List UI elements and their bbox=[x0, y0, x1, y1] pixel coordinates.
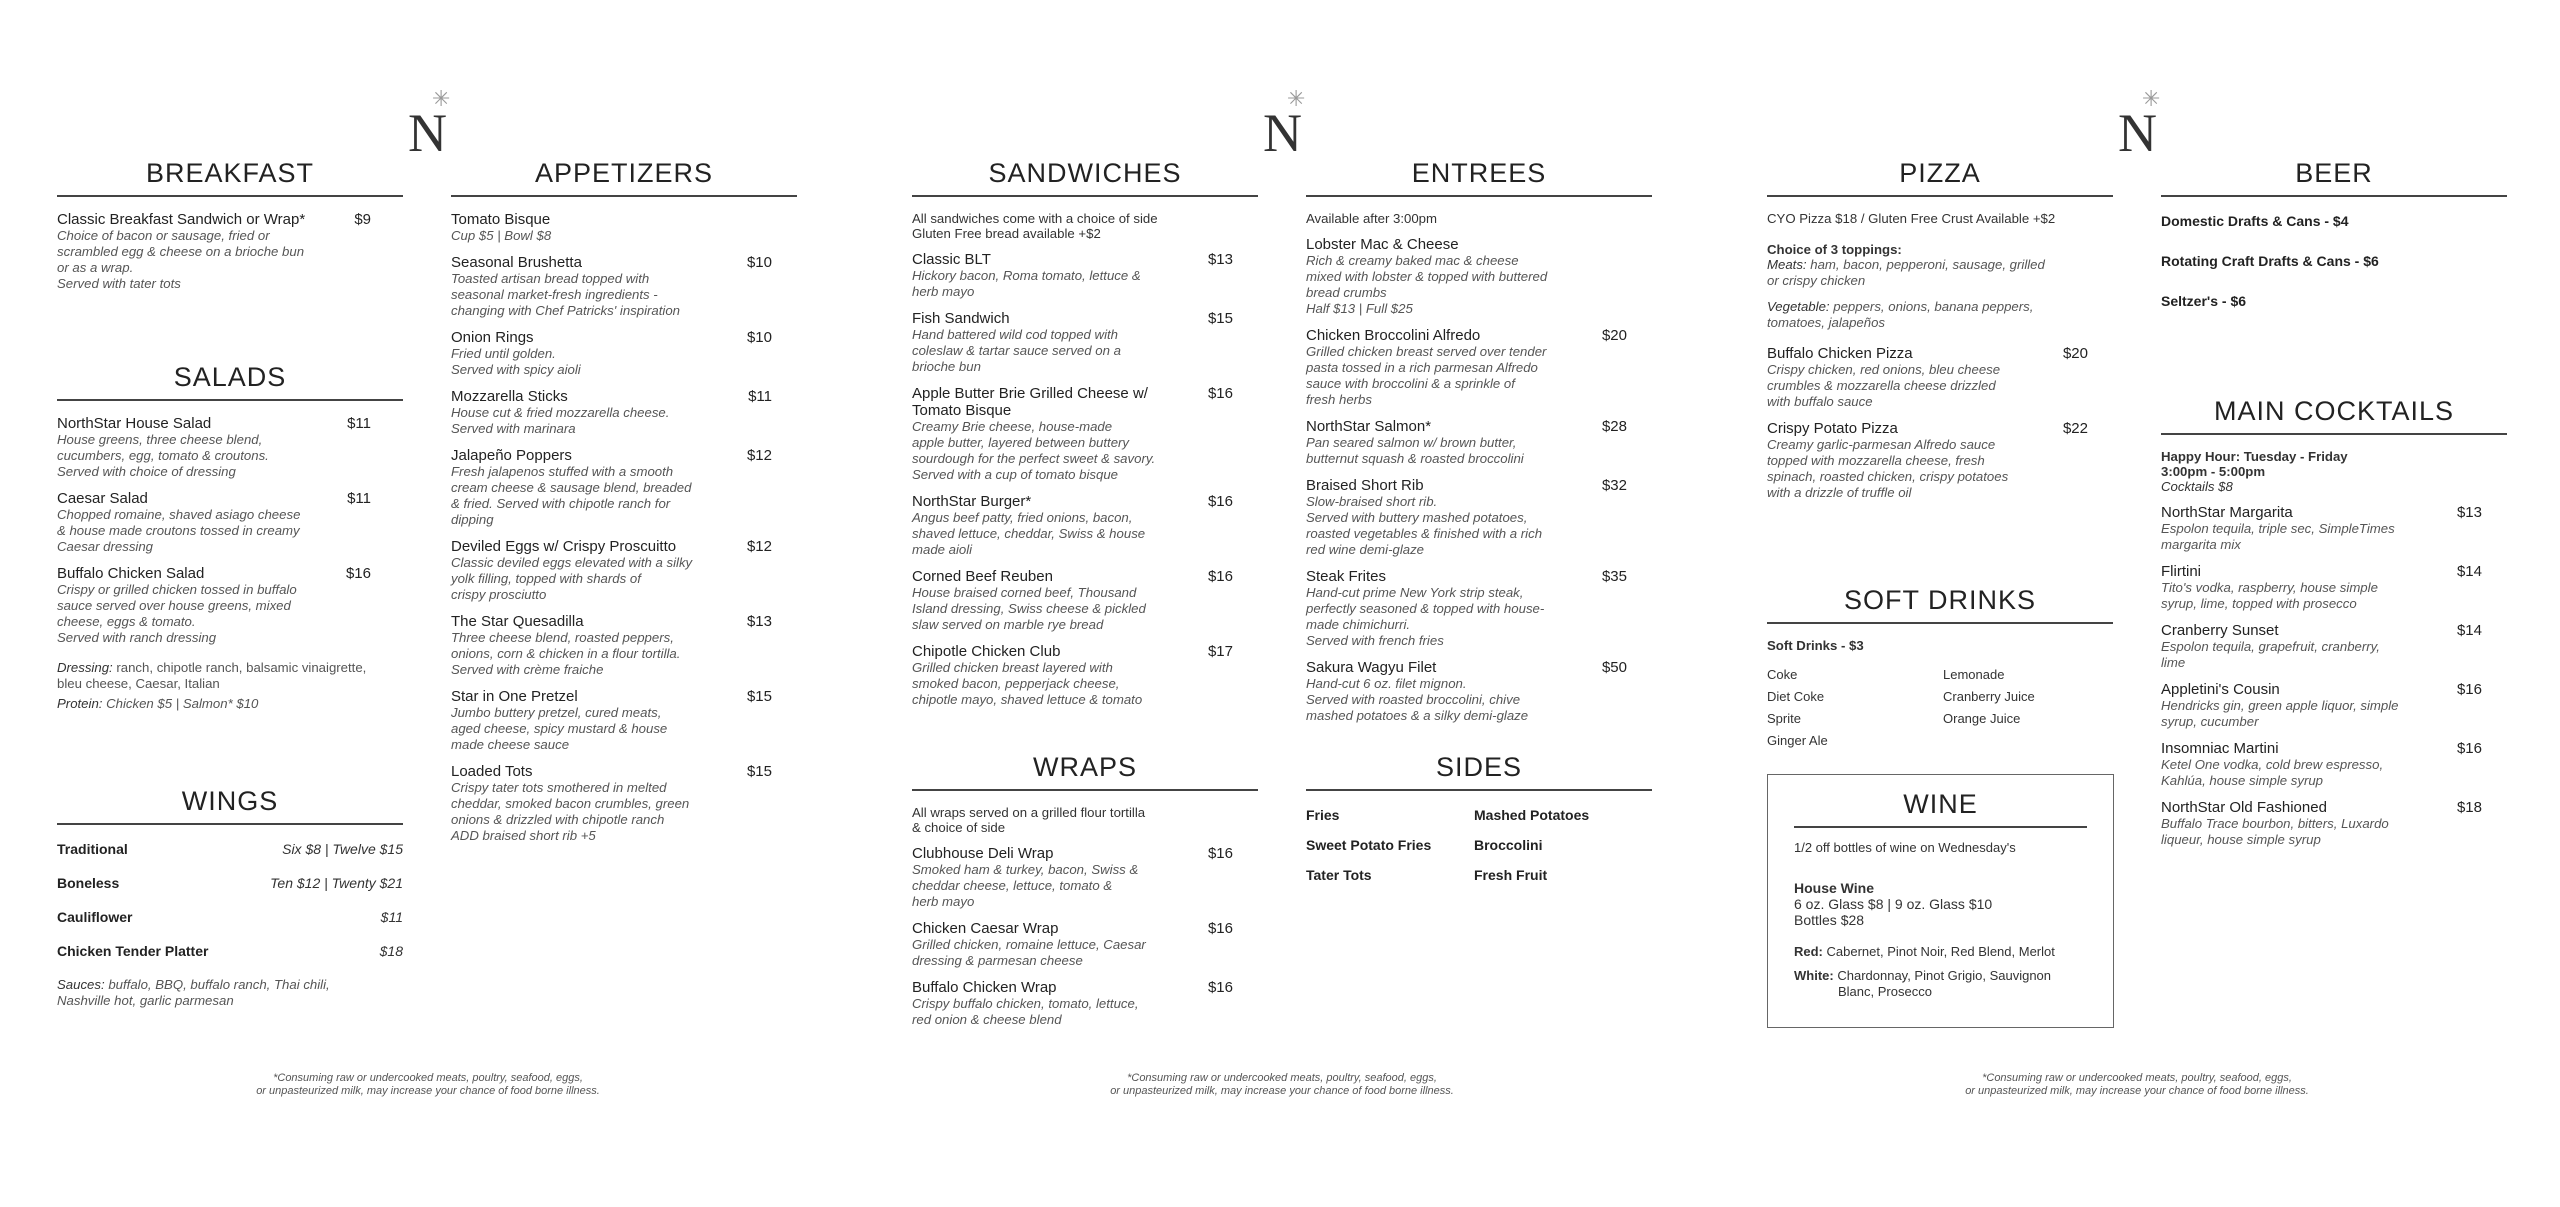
cocktails-section: MAIN COCKTAILS Happy Hour: Tuesday - Friday 3:00pm - 5:00pm Cocktails $8 NorthStar Margarita $13 Espolon tequila, triple sec, SimpleTimes margarita mix Flirtini $14 Tito's vodka, raspberry, house simple syrup, lime, topped with prosecco Cranberry Sunset $14 Espolon tequila, grapefruit, cranberry, lime Appletini's Cousin $16 Hendricks gin, green apple liquor, simple syrup, cucumber Insomniac Martini $16 Ketel One vodka, cold brew espresso, Kahlúa, house simple syrup NorthStar Old Fashioned $18 Buffalo Trace bourbon, bitters, Luxardo liqueur, house simple syrup bbox=[2161, 396, 2507, 848]
appetizers-section bbox=[451, 158, 797, 844]
cocktails-title: MAIN COCKTAILS bbox=[2161, 396, 2507, 435]
breakfast-title: BREAKFAST bbox=[57, 158, 403, 197]
menu-item: The Star Quesadilla $13 Three cheese blend, roasted peppers, onions, corn & chicken in a flour tortilla. Served with crème fraiche bbox=[451, 613, 772, 677]
salads-title: SALADS bbox=[57, 362, 403, 401]
drink-item: Ginger Ale bbox=[1767, 733, 1828, 748]
footer-note: *Consuming raw or undercooked meats, poultry, seafood, eggs, or unpasteurized milk, may increase your chance of food borne illness. bbox=[256, 1072, 600, 1097]
sandwiches-title: SANDWICHES bbox=[912, 158, 1258, 197]
drink-item: Coke bbox=[1767, 667, 1798, 682]
protein-note: Protein: Chicken $5 | Salmon* $10 bbox=[57, 696, 259, 711]
entrees-title: ENTREES bbox=[1306, 158, 1652, 197]
northstar-logo: ✳ N bbox=[2118, 86, 2161, 163]
menu-item: Loaded Tots $15 Crispy tater tots smothered in melted cheddar, smoked bacon crumbles, green onions & drizzled with chipotle ranch ADD braised short rib +5 bbox=[451, 763, 772, 843]
menu-item: Steak Frites $35 Hand-cut prime New York strip steak, perfectly seasoned & topped with house- made chimichurri. Served with french fries bbox=[1306, 568, 1627, 648]
star-icon: ✳ bbox=[2142, 86, 2161, 111]
red-wine-line: Red: Cabernet, Pinot Noir, Red Blend, Merlot bbox=[1794, 944, 2055, 959]
wing-row: Chicken Tender Platter $18 bbox=[57, 943, 403, 959]
menu-item: Classic Breakfast Sandwich or Wrap* $9 Choice of bacon or sausage, fried or scrambled egg & cheese on a brioche bun or as a wrap. Served with tater tots bbox=[57, 211, 371, 291]
drink-item: Lemonade bbox=[1943, 667, 2005, 682]
side-item: Broccolini bbox=[1474, 837, 1543, 853]
menu-item: NorthStar Old Fashioned $18 Buffalo Trace bourbon, bitters, Luxardo liqueur, house simple syrup bbox=[2161, 799, 2482, 847]
wing-row: Boneless Ten $12 | Twenty $21 bbox=[57, 875, 403, 891]
menu-item: NorthStar House Salad $11 House greens, three cheese blend, cucumbers, egg, tomato & croutons. Served with choice of dressing bbox=[57, 415, 371, 479]
menu-item: Sakura Wagyu Filet $50 Hand-cut 6 oz. filet mignon. Served with roasted broccolini, chive mashed potatoes & a silky demi-glaze bbox=[1306, 659, 1627, 723]
menu-item: Buffalo Chicken Pizza $20 Crispy chicken, red onions, bleu cheese crumbles & mozzarella cheese drizzled with buffalo sauce bbox=[1767, 345, 2088, 409]
menu-item: NorthStar Margarita $13 Espolon tequila, triple sec, SimpleTimes margarita mix bbox=[2161, 504, 2482, 552]
soft-drinks-title: SOFT DRINKS bbox=[1767, 585, 2113, 624]
menu-item: Cranberry Sunset $14 Espolon tequila, grapefruit, cranberry, lime bbox=[2161, 622, 2482, 670]
menu-item: Lobster Mac & Cheese Rich & creamy baked mac & cheese mixed with lobster & topped with buttered bread crumbs Half $13 | Full $25 bbox=[1306, 236, 1548, 316]
beer-title: BEER bbox=[2161, 158, 2507, 197]
pizza-section: PIZZA CYO Pizza $18 / Gluten Free Crust Available +$2 Choice of 3 toppings: Meats: ham, bacon, pepperoni, sausage, grilled or crispy chicken Vegetable: peppers, onions, banana peppers, tomatoes, jalapeños Buffalo Chicken Pizza $20 Crispy chicken, red onions, bleu cheese crumbles & mozzarella cheese drizzled with buffalo sauce Crispy Potato Pizza $22 Creamy garlic-parmesan Alfredo sauce topped with mozzarella cheese, fresh spinach, roasted chicken, crispy potatoes with a drizzle of truffle oil bbox=[1767, 158, 2113, 501]
dressing-note: Dressing: ranch, chipotle ranch, balsamic vinaigrette, bbox=[57, 660, 367, 675]
beer-item: Seltzer's - $6 bbox=[2161, 293, 2247, 309]
menu-item: NorthStar Salmon* $28 Pan seared salmon w/ brown butter, butternut squash & roasted broccolini bbox=[1306, 418, 1627, 466]
menu-item: Deviled Eggs w/ Crispy Proscuitto $12 Classic deviled eggs elevated with a silky yolk filling, topped with shards of crispy prosciutto bbox=[451, 538, 772, 602]
menu-item: Onion Rings $10 Fried until golden. Served with spicy aioli bbox=[451, 329, 772, 377]
side-item: Tater Tots bbox=[1306, 867, 1372, 883]
sides-title: SIDES bbox=[1306, 752, 1652, 791]
menu-item: Fish Sandwich $15 Hand battered wild cod topped with coleslaw & tartar sauce served on a brioche bun bbox=[912, 310, 1233, 374]
menu-item: Star in One Pretzel $15 Jumbo buttery pretzel, cured meats, aged cheese, spicy mustard & house made cheese sauce bbox=[451, 688, 772, 752]
star-icon: ✳ bbox=[432, 86, 451, 111]
menu-item: Braised Short Rib $32 Slow-braised short rib. Served with buttery mashed potatoes, roasted vegetables & finished with a rich red wine demi-glaze bbox=[1306, 477, 1627, 557]
menu-item: Chicken Caesar Wrap $16 Grilled chicken, romaine lettuce, Caesar dressing & parmesan cheese bbox=[912, 920, 1233, 968]
drink-item: Sprite bbox=[1767, 711, 1801, 726]
menu-item: Insomniac Martini $16 Ketel One vodka, cold brew espresso, Kahlúa, house simple syrup bbox=[2161, 740, 2482, 788]
appetizers-title: APPETIZERS bbox=[451, 158, 797, 197]
entrees-section: ENTREES Available after 3:00pm Lobster Mac & Cheese Rich & creamy baked mac & cheese mixed with lobster & topped with buttered bread crumbs Half $13 | Full $25 Chicken Broccolini Alfredo $20 Grilled chicken breast served over tender pasta tossed in a rich parmesan Alfredo sauce with broccolini & a sprinkle of fresh herbs NorthStar Salmon* $28 Pan seared salmon w/ brown butter, butternut squash & roasted broccolini Braised Short Rib $32 Slow-braised short rib. Served with buttery mashed potatoes, roasted vegetables & finished with a rich red wine demi-glaze Steak Frites $35 Hand-cut prime New York strip steak, perfectly seasoned & topped with house- made chimichurri. Served with french fries Sakura Wagyu Filet $50 Hand-cut 6 oz. filet mignon. Served with roasted broccolini, chive mashed potatoes & a silky demi-glaze bbox=[1306, 158, 1652, 724]
sandwiches-section: SANDWICHES All sandwiches come with a choice of side Gluten Free bread available +$2 Classic BLT $13 Hickory bacon, Roma tomato, lettuce & herb mayo Fish Sandwich $15 Hand battered wild cod topped with coleslaw & tartar sauce served on a brioche bun Apple Butter Brie Grilled Cheese w/ Tomato Bisque $16 Creamy Brie cheese, house-made apple butter, layered between buttery sourdough for the perfect sweet & savory. Served with a cup of tomato bisque NorthStar Burger* $16 Angus beef patty, fried onions, bacon, shaved lettuce, cheddar, Swiss & house made aioli Corned Beef Reuben $16 House braised corned beef, Thousand Island dressing, Swiss cheese & pickled slaw served on marble rye bread Chipotle Chicken Club $17 Grilled chicken breast layered with smoked bacon, pepperjack cheese, chipotle mayo, shaved lettuce & tomato bbox=[912, 158, 1258, 708]
menu-item: Apple Butter Brie Grilled Cheese w/ Tomato Bisque $16 Creamy Brie cheese, house-made apple butter, layered between buttery sourdough for the perfect sweet & savory. Served with a cup of tomato bisque bbox=[912, 385, 1233, 482]
side-item: Fries bbox=[1306, 807, 1340, 823]
menu-item: Caesar Salad $11 Chopped romaine, shaved asiago cheese & house made croutons tossed in creamy Caesar dressing bbox=[57, 490, 371, 554]
white-wine-line: White: Chardonnay, Pinot Grigio, Sauvignon bbox=[1794, 968, 2052, 983]
footer-note: *Consuming raw or undercooked meats, poultry, seafood, eggs, or unpasteurized milk, may increase your chance of food borne illness. bbox=[1965, 1072, 2309, 1097]
menu-item: Mozzarella Sticks $11 House cut & fried mozzarella cheese. Served with marinara bbox=[451, 388, 772, 436]
meats-note: Meats: ham, bacon, pepperoni, sausage, grilled bbox=[1767, 257, 2045, 272]
beer-section bbox=[2161, 158, 2507, 309]
drink-item: Diet Coke bbox=[1767, 689, 1825, 704]
beer-item: Rotating Craft Drafts & Cans - $6 bbox=[2161, 253, 2379, 269]
menu-item: Chicken Broccolini Alfredo $20 Grilled chicken breast served over tender pasta tossed in a rich parmesan Alfredo sauce with broccolini & a sprinkle of fresh herbs bbox=[1306, 327, 1627, 407]
salads-section: SALADS NorthStar House Salad $11 House greens, three cheese blend, cucumbers, egg, tomato & croutons. Served with choice of dressing Caesar Salad $11 Chopped romaine, shaved asiago cheese & house made croutons tossed in creamy Caesar dressing Buffalo Chicken Salad $16 Crispy or grilled chicken tossed in buffalo sauce served over house greens, mixed cheese, eggs & tomato. Served with ranch dressing Dressing: ranch, chipotle ranch, balsamic vinaigrette, bleu cheese, Caesar, Italian Protein: Chicken $5 | Salmon* $10 bbox=[57, 362, 403, 712]
menu-item: Classic BLT $13 Hickory bacon, Roma tomato, lettuce & herb mayo bbox=[912, 251, 1233, 299]
menu-item: Flirtini $14 Tito's vodka, raspberry, house simple syrup, lime, topped with prosecco bbox=[2161, 563, 2482, 611]
menu-item: Clubhouse Deli Wrap $16 Smoked ham & turkey, bacon, Swiss & cheddar cheese, lettuce, tomato & herb mayo bbox=[912, 845, 1233, 909]
star-icon: ✳ bbox=[1287, 86, 1306, 111]
menu-item: Buffalo Chicken Salad $16 Crispy or grilled chicken tossed in buffalo sauce served over house greens, mixed cheese, eggs & tomato. Served with ranch dressing bbox=[57, 565, 371, 645]
wraps-section: WRAPS All wraps served on a grilled flour tortilla & choice of side Clubhouse Deli Wrap $16 Smoked ham & turkey, bacon, Swiss & cheddar cheese, lettuce, tomato & herb mayo Chicken Caesar Wrap $16 Grilled chicken, romaine lettuce, Caesar dressing & parmesan cheese Buffalo Chicken Wrap $16 Crispy buffalo chicken, tomato, lettuce, red onion & cheese blend bbox=[912, 752, 1258, 1028]
menu-item: Tomato Bisque Cup $5 | Bowl $8 bbox=[451, 211, 552, 243]
drink-item: Orange Juice bbox=[1943, 711, 2021, 726]
menu-item: Seasonal Brushetta $10 Toasted artisan bread topped with seasonal market-fresh ingredients - changing with Chef Patricks' inspiration bbox=[451, 254, 772, 318]
breakfast-section bbox=[57, 158, 403, 292]
northstar-logo: ✳ N bbox=[1263, 86, 1306, 163]
side-item: Mashed Potatoes bbox=[1474, 807, 1590, 823]
menu-item: Jalapeño Poppers $12 Fresh jalapenos stuffed with a smooth cream cheese & sausage blend, breaded & fried. Served with chipotle ranch for dipping bbox=[451, 447, 772, 527]
drink-item: Cranberry Juice bbox=[1943, 689, 2035, 704]
menu-item: Chipotle Chicken Club $17 Grilled chicken breast layered with smoked bacon, pepperjack cheese, chipotle mayo, shaved lettuce & tomato bbox=[912, 643, 1233, 707]
menu-item: Buffalo Chicken Wrap $16 Crispy buffalo chicken, tomato, lettuce, red onion & cheese blend bbox=[912, 979, 1233, 1027]
side-item: Fresh Fruit bbox=[1474, 867, 1548, 883]
beer-item: Domestic Drafts & Cans - $4 bbox=[2161, 213, 2349, 229]
menu-item: Crispy Potato Pizza $22 Creamy garlic-parmesan Alfredo sauce topped with mozzarella cheese, fresh spinach, roasted chicken, crispy potatoes with a drizzle of truffle oil bbox=[1767, 420, 2088, 500]
soft-drinks-section: SOFT DRINKS Soft Drinks - $3 Coke Lemonade Diet Coke Cranberry Juice Sprite Orange Juice Ginger Ale bbox=[1767, 585, 2113, 748]
footer-note: *Consuming raw or undercooked meats, poultry, seafood, eggs, or unpasteurized milk, may increase your chance of food borne illness. bbox=[1110, 1072, 1454, 1097]
wraps-title: WRAPS bbox=[912, 752, 1258, 791]
vegetable-note: Vegetable: peppers, onions, banana peppers, bbox=[1767, 299, 2034, 314]
side-item: Sweet Potato Fries bbox=[1306, 837, 1432, 853]
wine-box: WINE 1/2 off bottles of wine on Wednesday's House Wine 6 oz. Glass $8 | 9 oz. Glass $10 Bottles $28 Red: Cabernet, Pinot Noir, Red Blend, Merlot White: Chardonnay, Pinot Grigio, Sauvignon Blanc, Prosecco bbox=[1767, 774, 2114, 1028]
wings-section: WINGS Traditional Six $8 | Twelve $15 Boneless Ten $12 | Twenty $21 Cauliflower $11 Chicken Tender Platter $18 Sauces: buffalo, BBQ, buffalo ranch, Thai chili, Nashville hot, garlic parmesan bbox=[57, 786, 403, 1008]
wing-row: Cauliflower $11 bbox=[57, 909, 403, 925]
pizza-title: PIZZA bbox=[1767, 158, 2113, 197]
wings-title: WINGS bbox=[57, 786, 403, 825]
sauces-note: Sauces: buffalo, BBQ, buffalo ranch, Thai chili, bbox=[57, 977, 330, 992]
menu-item: Corned Beef Reuben $16 House braised corned beef, Thousand Island dressing, Swiss cheese & pickled slaw served on marble rye bread bbox=[912, 568, 1233, 632]
northstar-logo: ✳ N bbox=[408, 86, 451, 163]
sides-section bbox=[1306, 752, 1652, 883]
menu-item: NorthStar Burger* $16 Angus beef patty, fried onions, bacon, shaved lettuce, cheddar, Swiss & house made aioli bbox=[912, 493, 1233, 557]
menu-item: Appletini's Cousin $16 Hendricks gin, green apple liquor, simple syrup, cucumber bbox=[2161, 681, 2482, 729]
wine-title: WINE bbox=[1794, 789, 2087, 828]
wing-row: Traditional Six $8 | Twelve $15 bbox=[57, 841, 403, 857]
